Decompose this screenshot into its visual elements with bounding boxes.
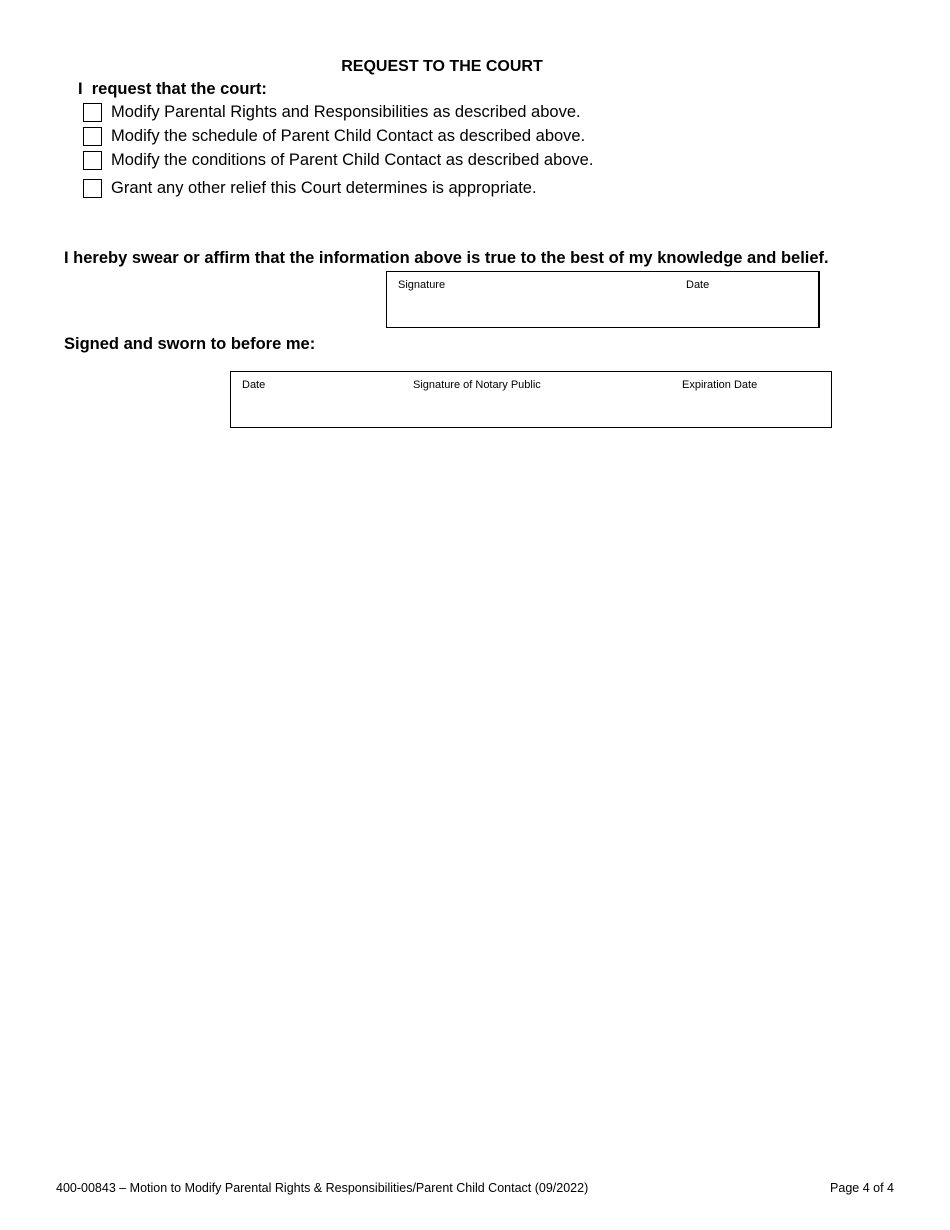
- affirmation-statement: I hereby swear or affirm that the information above is true to the best of my knowledge and belief.: [64, 249, 829, 267]
- modify-rights-checkbox[interactable]: [83, 103, 102, 122]
- affiant-date-field[interactable]: [686, 294, 806, 322]
- expiration-date-field[interactable]: [682, 394, 822, 422]
- page-number: Page 4 of 4: [830, 1181, 894, 1195]
- request-intro: I request that the court:: [78, 80, 267, 98]
- notary-signature-box: [230, 371, 832, 428]
- notary-heading: Signed and sworn to before me:: [64, 335, 316, 353]
- modify-conditions-checkbox[interactable]: [83, 151, 102, 170]
- request-option-modify-rights[interactable]: [83, 100, 581, 124]
- option-label: Grant any other relief this Court determines is appropriate.: [111, 178, 537, 197]
- date-label: Date: [686, 279, 710, 291]
- modify-schedule-checkbox[interactable]: [83, 127, 102, 146]
- page-title: REQUEST TO THE COURT: [341, 58, 543, 75]
- affiant-signature-box: [386, 271, 820, 328]
- form-identifier: 400-00843 – Motion to Modify Parental Rights & Responsibilities/Parent Child Contact (09/2022): [56, 1181, 589, 1195]
- notary-date-label: Date: [242, 379, 266, 391]
- signature-label: Signature: [398, 279, 446, 291]
- notary-signature-label: Signature of Notary Public: [413, 379, 541, 391]
- option-label: Modify Parental Rights and Responsibilities as described above.: [111, 102, 581, 121]
- request-option-modify-schedule[interactable]: [83, 124, 585, 148]
- request-option-modify-conditions[interactable]: [83, 148, 593, 172]
- expiration-date-label: Expiration Date: [682, 379, 758, 391]
- notary-signature-field[interactable]: [413, 394, 668, 422]
- option-label: Modify the conditions of Parent Child Contact as described above.: [111, 150, 594, 169]
- affiant-signature-field[interactable]: [398, 294, 668, 322]
- notary-date-field[interactable]: [242, 394, 402, 422]
- option-label: Modify the schedule of Parent Child Contact as described above.: [111, 126, 586, 145]
- request-option-other-relief[interactable]: [83, 176, 537, 200]
- other-relief-checkbox[interactable]: [83, 179, 102, 198]
